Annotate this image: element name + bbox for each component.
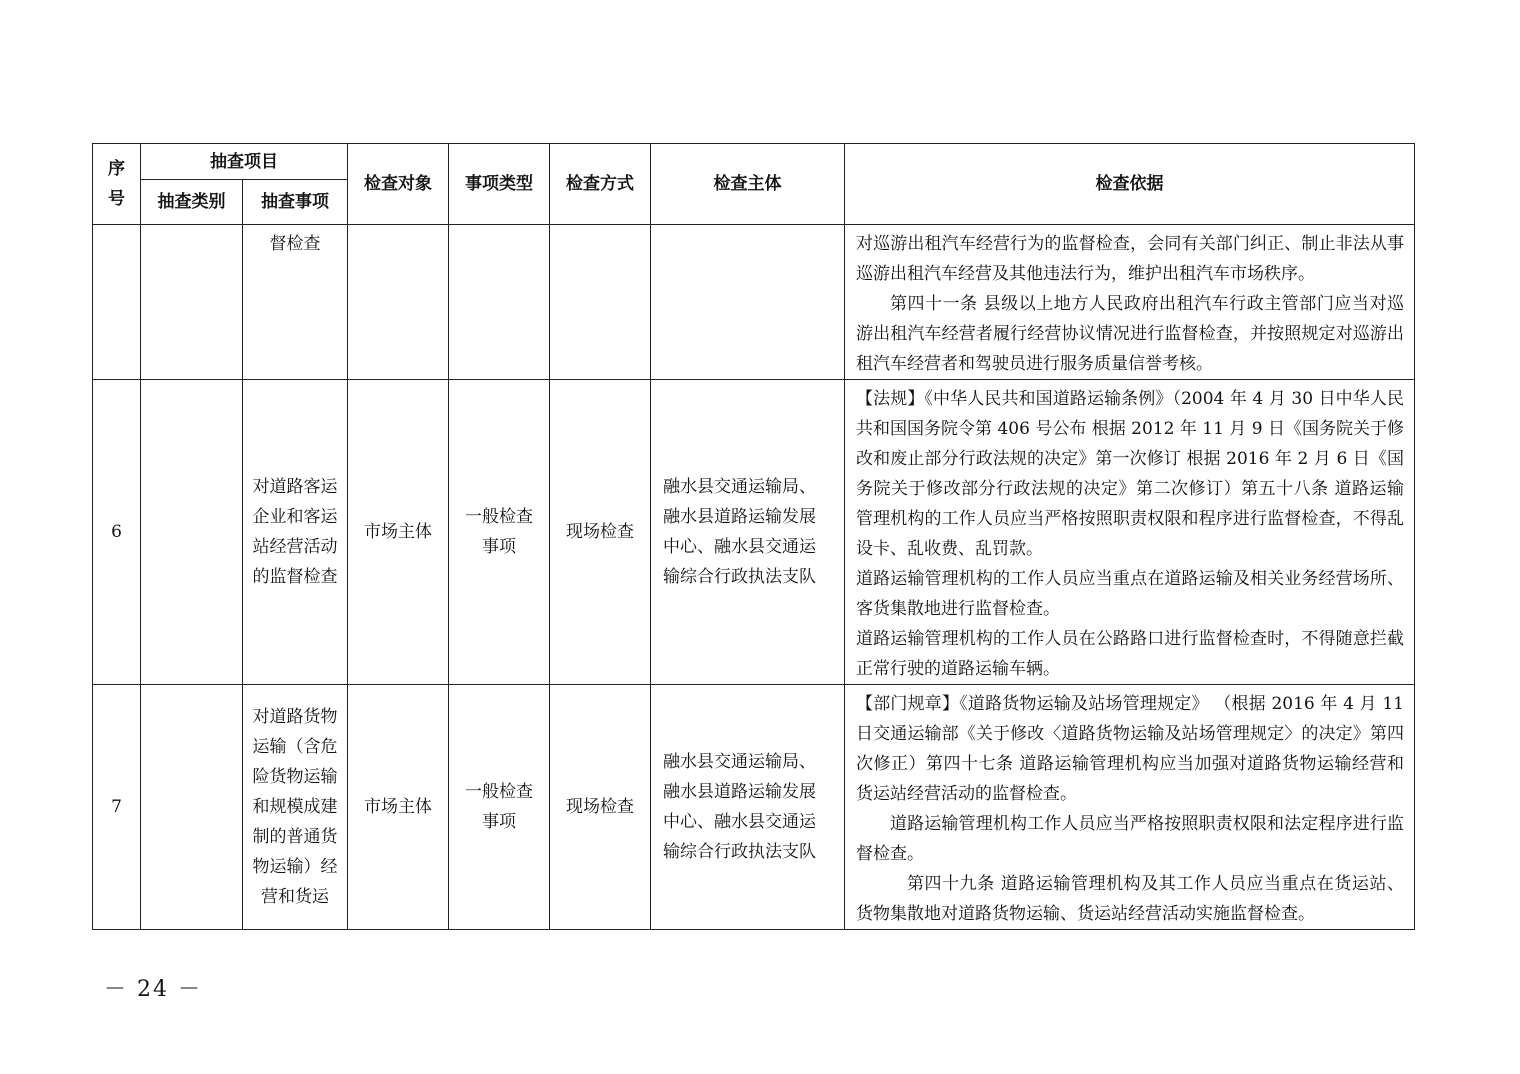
header-type: 事项类型 — [449, 144, 550, 225]
cell-category — [141, 685, 243, 930]
basis-paragraph: 道路运输管理机构工作人员应当严格按照职责权限和法定程序进行监督检查。 — [856, 814, 1404, 864]
cell-matter: 督检查 — [243, 225, 348, 380]
table-row — [93, 225, 1415, 380]
header-matter: 抽查事项 — [243, 180, 348, 225]
cell-matter: 对道路客运企业和客运站经营活动的监督检查 — [243, 380, 348, 685]
cell-category — [141, 380, 243, 685]
cell-basis — [845, 225, 1415, 380]
cell-subject — [651, 225, 845, 380]
cell-method — [550, 225, 651, 380]
cell-type: 一般检查事项 — [449, 685, 550, 930]
cell-basis — [845, 380, 1415, 685]
header-seq — [93, 144, 141, 225]
header-basis: 检查依据 — [845, 144, 1415, 225]
basis-paragraph: 对巡游出租汽车经营行为的监督检查，会同有关部门纠正、制止非法从事巡游出租汽车经营及其他违法行为，维护出租汽车市场秩序。 — [856, 234, 1404, 284]
cell-type — [449, 225, 550, 380]
table-row — [93, 685, 1415, 930]
header-seq-label: 序 号 — [108, 159, 125, 209]
page-number: － 24 － — [104, 977, 202, 1002]
header-method: 检查方式 — [550, 144, 651, 225]
header-category: 抽查类别 — [141, 180, 243, 225]
cell-seq: 7 — [93, 685, 141, 930]
header-project: 抽查项目 — [141, 144, 348, 180]
cell-object: 市场主体 — [348, 685, 449, 930]
cell-object: 市场主体 — [348, 380, 449, 685]
inspection-table — [92, 143, 1415, 930]
header-object: 检查对象 — [348, 144, 449, 225]
cell-object — [348, 225, 449, 380]
basis-paragraph: 第四十九条 道路运输管理机构及其工作人员应当重点在货运站、货物集散地对道路货物运输、货运站经营活动实施监督检查。 — [856, 874, 1404, 924]
basis-paragraph: 【法规】《中华人民共和国道路运输条例》（2004 年 4 月 30 日中华人民共和国国务院令第 406 号公布 根据 2012 年 11 月 9 日《国务院关于修改和废止部分行政法规的决定》第一次修订 根据 2016 年 2 月 6 日《国务院关于修改部分行政法规的决定》第二次修订）第五十八条 道路运输管理机构的工作人员应当严格按照职责权限和程序进行监督检查，不得乱设卡、乱收费、乱罚款。 — [856, 389, 1404, 559]
basis-paragraph: 【部门规章】《道路货物运输及站场管理规定》 （根据 2016 年 4 月 11 日交通运输部《关于修改〈道路货物运输及站场管理规定〉的决定》第四次修正）第四十七条 道路运输管理机构应当加强对道路货物运输经营和货运站经营活动的监督检查。 — [856, 694, 1404, 804]
cell-subject: 融水县交通运输局、融水县道路运输发展中心、融水县交通运输综合行政执法支队 — [651, 380, 845, 685]
cell-subject: 融水县交通运输局、融水县道路运输发展中心、融水县交通运输综合行政执法支队 — [651, 685, 845, 930]
cell-seq — [93, 225, 141, 380]
cell-seq: 6 — [93, 380, 141, 685]
table-row — [93, 380, 1415, 685]
cell-method: 现场检查 — [550, 380, 651, 685]
basis-paragraph: 道路运输管理机构的工作人员在公路路口进行监督检查时，不得随意拦截正常行驶的道路运输车辆。 — [856, 629, 1404, 679]
cell-method: 现场检查 — [550, 685, 651, 930]
basis-paragraph: 道路运输管理机构的工作人员应当重点在道路运输及相关业务经营场所、客货集散地进行监督检查。 — [856, 569, 1404, 619]
cell-matter: 对道路货物运输（含危险货物运输和规模成建制的普通货物运输）经营和货运 — [243, 685, 348, 930]
cell-basis — [845, 685, 1415, 930]
cell-type: 一般检查事项 — [449, 380, 550, 685]
header-subject: 检查主体 — [651, 144, 845, 225]
cell-category — [141, 225, 243, 380]
basis-paragraph: 第四十一条 县级以上地方人民政府出租汽车行政主管部门应当对巡游出租汽车经营者履行经营协议情况进行监督检查，并按照规定对巡游出租汽车经营者和驾驶员进行服务质量信誉考核。 — [856, 294, 1404, 374]
